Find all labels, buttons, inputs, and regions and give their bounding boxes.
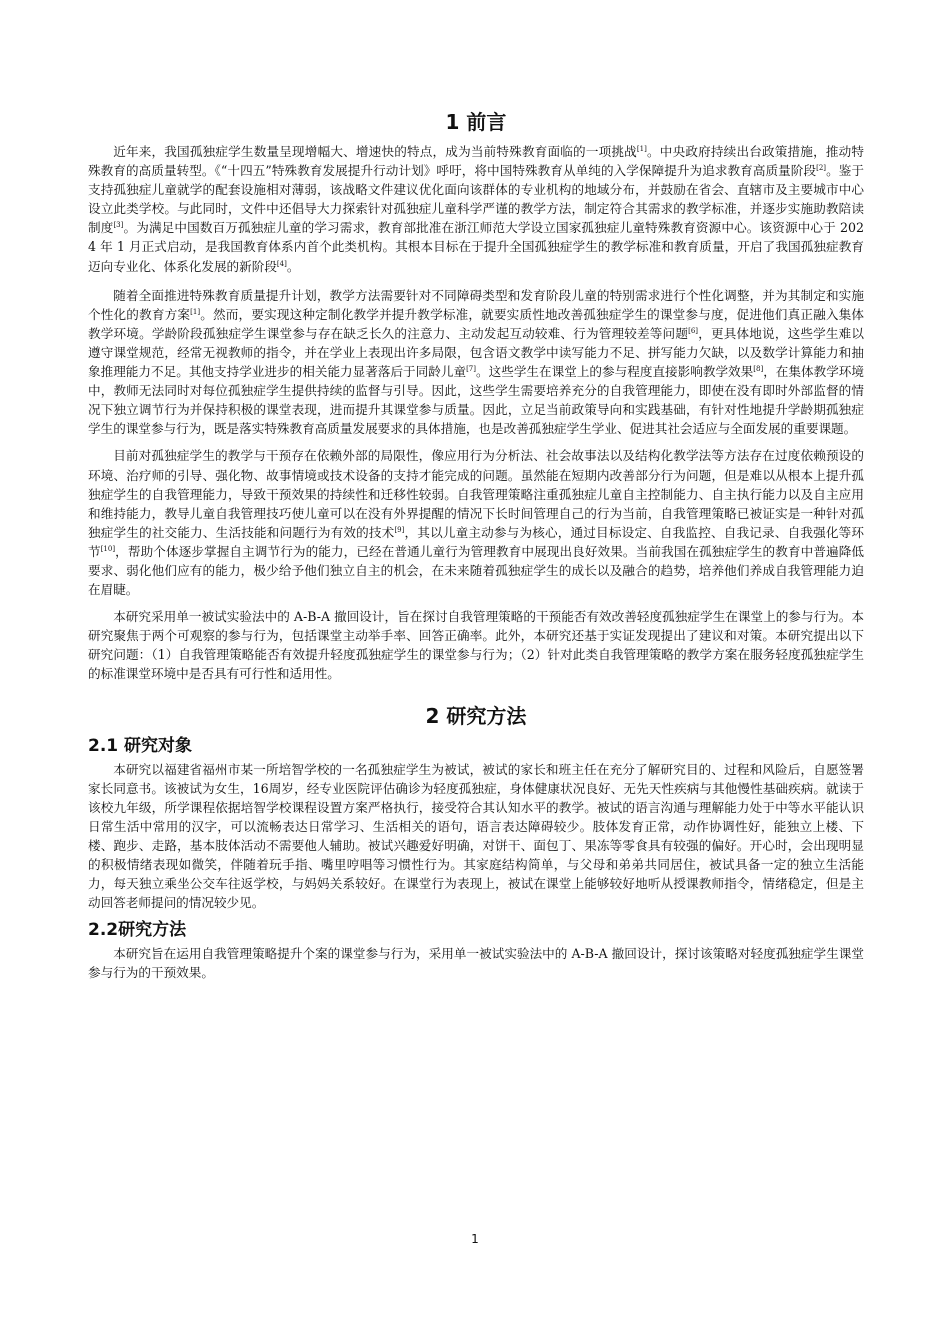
text-run: 目前对孤独症学生的教学与干预存在依赖外部的局限性，像应用行为分析法、社会故事法以及结构化教学法等方法存在过度依赖预设的环境、治疗师的引导、强化物、故事情境或技术设备的支持才能完成的问题。虽然能在短期内改善部分行为问题，但是难以从根本上提升孤独症学生的自我管理能力，导致干预效果的持续性和迁移性较弱。自我管理策略注重孤独症儿童自主控制能力、自主执行能力以及自主应用和维持能力，教导儿童自我管理技巧使儿童可以在没有外界提醒的情况下长时间管理自己的行为当前，自我管理策略已被证实是一种针对孤独症学生的社交能力、生活技能和问题行为有效的技术 [88, 448, 864, 540]
intro-paragraph-2 [88, 286, 864, 439]
intro-paragraph-4: 本研究采用单一被试实验法中的 A-B-A 撤回设计，旨在探讨自我管理策略的干预能否有效改善轻度孤独症学生在课堂上的参与行为。本研究聚焦于两个可观察的参与行为，包括课堂主动举手率、回答正确率。此外，本研究还基于实证发现提出了建议和对策。本研究提出以下研究问题：（1）自我管理策略能否有效提升轻度孤独症学生的课堂参与行为；（2）针对此类自我管理策略的教学方案在服务轻度孤独症学生的标准课堂环境中是否具有可行性和适用性。 [88, 609, 864, 682]
citation: [4] [276, 259, 287, 268]
citation: [10] [100, 544, 116, 553]
page-number: 1 [471, 1232, 479, 1246]
subsection-title-subjects: 2.1 研究对象 [88, 735, 193, 756]
text-run: 。鉴于支持孤独症儿童就学的配套设施相对薄弱，该战略文件建议优化面向该群体的专业机构的地域分布，并鼓励在省会、直辖市及主要城市中心设立此类学校。与此同时，文件中还倡导大力探索针对孤独症儿童科学严谨的教学方法，制定符合其需求的教学标准，并逐步实施助教陪读制度 [88, 163, 864, 236]
section-title-methods: 2 研究方法 [425, 703, 527, 728]
citation: [6] [688, 326, 699, 335]
intro-paragraph-3 [88, 446, 864, 599]
citation: [3] [113, 221, 124, 230]
text-run: ，其以儿童主动参与为核心，通过目标设定、自我监控、自我记录、自我强化等环节 [88, 524, 865, 559]
subjects-paragraph: 本研究以福建省福州市某一所培智学校的一名孤独症学生为被试，被试的家长和班主任在充分了解研究目的、过程和风险后，自愿签署家长同意书。该被试为女生，16周岁，经专业医院评估确诊为轻度孤独症，身体健康状况良好、无先天性疾病与其他慢性基础疾病。就读于该校九年级，所学课程依据培智学校课程设置方案严格执行，接受符合其认知水平的教学。被试的语言沟通与理解能力处于中等水平能认识日常生活中常用的汉字，可以流畅表达日常学习、生活相关的语句，语言表达障碍较少。肢体发育正常，动作协调性好，能独立上楼、下楼、跑步、走路，基本肢体活动不需要他人辅助。被试兴趣爱好明确，对饼干、面包丁、果冻等零食具有较强的偏好。开心时，会出现明显的积极情绪表现如微笑，伴随着玩手指、嘴里哼唱等习惯性行为。其家庭结构简单，与父母和弟弟共同居住，被试具备一定的独立生活能力，每天独立乘坐公交车往返学校，与妈妈关系较好。在课堂行为表现上，被试在课堂上能够较好地听从授课教师指令，情绪稳定，但是主动回答老师提问的情况较少见。 [88, 761, 864, 911]
text-run: 。然而，要实现这种定制化教学并提升教学标准，就要实质性地改善孤独症学生的课堂参与度，促进他们真正融入集体教学环境。学龄阶段孤独症学生课堂参与存在缺乏长久的注意力、主动发起互动较难、行为管理较差等问题 [88, 306, 865, 341]
text-run: 随着全面推进特殊教育质量提升计划，教学方法需要针对不同障碍类型和发育阶段儿童的特别需求进行个性化调整，并为其制定和实施个性化的教育方案 [88, 287, 864, 322]
text-run: 。中央政府持续出台政策措施，推动特殊教育的高质量转型。《“十四五”特殊教育发展提升行动计划》呼吁，将中国特殊教育从单纯的入学保障提升为追求教育高质量阶段 [88, 144, 865, 179]
paper-page [88, 108, 864, 982]
text-run: ，帮助个体逐步掌握自主调节行为的能力，已经在普通儿童行为管理教育中展现出良好效果。当前我国在孤独症学生的教育中普遍降低要求、弱化他们应有的能力，极少给予他们独立自主的机会，在未来随着孤独症学生的成长以及融合的趋势，培养他们养成自我管理能力迫在眉睫。 [88, 543, 865, 598]
citation: [9] [394, 525, 405, 534]
intro-paragraph-1 [88, 142, 864, 276]
subsection-title-method: 2.2研究方法 [88, 920, 187, 941]
text-run: ，更具体地说，这些学生难以遵守课堂规范，经常无视教师的指令，并在学业上表现出许多局限，包含语文教学中读写能力不足、拼写能力欠缺，以及数学计算能力和抽象推理能力不足。其他支持学业进步的相关能力显著落后于同龄儿童 [88, 325, 865, 380]
citation: [1] [636, 144, 647, 153]
method-paragraph: 本研究旨在运用自我管理策略提升个案的课堂参与行为，采用单一被试实验法中的 A-B-A 撤回设计，探讨该策略对轻度孤独症学生课堂参与行为的干预效果。 [88, 946, 864, 981]
text-run: ，在集体教学环境中，教师无法同时对每位孤独症学生提供持续的监督与引导。因此，这些学生需要培养充分的自我管理能力，即使在没有即时外部监督的情况下独立调节行为并保持积极的课堂表现，进而提升其课堂参与质量。因此，立足当前政策导向和实践基础，有针对性地提升学龄期孤独症学生的课堂参与行为，既是落实特殊教育高质量发展要求的具体措施，也是改善孤独症学生学业、促进其社会适应与全面发展的重要课题。 [88, 364, 865, 437]
text-run: 近年来，我国孤独症学生数量呈现增幅大、增速快的特点，成为当前特殊教育面临的一项挑战 [113, 144, 637, 159]
citation: [8] [753, 364, 764, 373]
text-run: 。为满足中国数百万孤独症儿童的学习需求，教育部批准在浙江师范大学设立国家孤独症儿童特殊教育资源中心。该资源中心于 2024 年 1 月正式启动，是我国教育体系内首个此类机构。其根本目标在于提升全国孤独症学生的教学标准和教育质量，开启了我国孤独症教育迈向专业化、体系化发展的新阶段 [88, 220, 865, 274]
citation: [7] [466, 364, 476, 373]
text-run: 。这些学生在课堂上的参与程度直接影响教学效果 [476, 364, 754, 380]
section-title-intro: 1 前言 [445, 110, 507, 134]
citation: [1] [190, 307, 201, 316]
citation: [2] [816, 163, 827, 172]
text-run: 。 [286, 258, 300, 274]
